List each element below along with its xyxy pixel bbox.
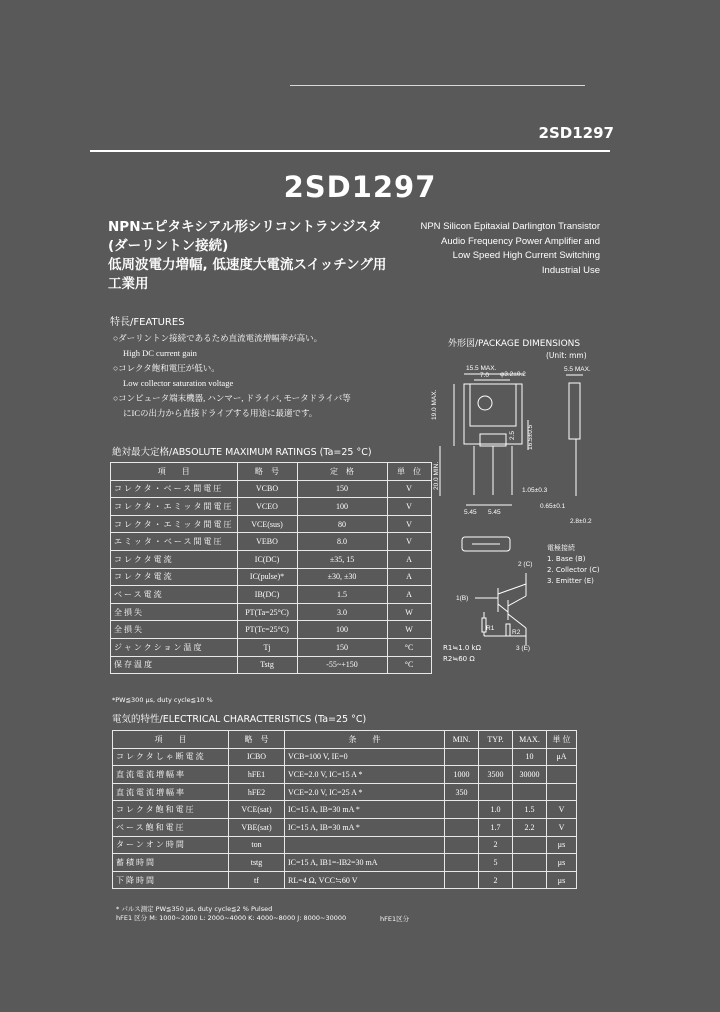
abs-max-table bbox=[110, 462, 432, 674]
table-row bbox=[111, 621, 432, 639]
table-cell: 2.2 bbox=[513, 818, 547, 836]
table-cell: ターンオン時間 bbox=[113, 836, 229, 854]
feature-item: ○コンピュータ端末機器, ハンマー, ドライバ, モータドライバ等 bbox=[113, 393, 351, 403]
table-cell bbox=[513, 871, 547, 889]
table-cell bbox=[513, 854, 547, 872]
table-cell: IB(DC) bbox=[237, 586, 297, 604]
table-cell: hFE2 bbox=[229, 783, 285, 801]
table-cell: A bbox=[387, 550, 431, 568]
dim-label: 15.5 MAX. bbox=[466, 365, 497, 372]
table-cell: ±35, 15 bbox=[297, 550, 387, 568]
table-cell: コレクタ飽和電圧 bbox=[113, 801, 229, 819]
table-cell: 80 bbox=[297, 515, 387, 533]
table-cell: コレクタ・エミッタ間電圧 bbox=[111, 498, 238, 516]
table-header-row bbox=[111, 463, 432, 481]
table-cell: ベース電流 bbox=[111, 586, 238, 604]
feature-item: ○コレクタ飽和電圧が低い。 bbox=[113, 363, 220, 373]
feature-item: Low collector saturation voltage bbox=[123, 378, 234, 388]
table-row bbox=[111, 480, 432, 498]
table-cell: 3500 bbox=[479, 766, 513, 784]
table-cell: PT(Tc=25°C) bbox=[237, 621, 297, 639]
jp-line: NPNエピタキシアル形シリコントランジスタ bbox=[108, 219, 382, 235]
table-cell bbox=[513, 836, 547, 854]
elec-notes bbox=[116, 905, 346, 923]
table-header: TYP. bbox=[479, 731, 513, 749]
table-cell: VCE=2.0 V, IC=25 A * bbox=[285, 783, 445, 801]
table-row bbox=[111, 498, 432, 516]
table-cell bbox=[285, 836, 445, 854]
table-cell bbox=[547, 766, 577, 784]
abs-max-heading: 絶対最大定格/ABSOLUTE MAXIMUM RATINGS (Ta=25 °C) bbox=[112, 447, 372, 458]
table-cell: IC(pulse)* bbox=[237, 568, 297, 586]
table-cell: RL=4 Ω, VCC≒60 V bbox=[285, 871, 445, 889]
circuit-label-r2: R2 bbox=[512, 629, 521, 636]
table-cell bbox=[513, 783, 547, 801]
table-cell: 蓄積時間 bbox=[113, 854, 229, 872]
table-header: 条 件 bbox=[285, 731, 445, 749]
table-cell: IC(DC) bbox=[237, 550, 297, 568]
table-cell: Tstg bbox=[237, 656, 297, 674]
table-cell: IC=15 A, IB=30 mA * bbox=[285, 818, 445, 836]
table-cell: エミッタ・ベース間電圧 bbox=[111, 533, 238, 551]
en-line: Audio Frequency Power Amplifier and bbox=[441, 235, 600, 247]
circuit-label-e: 3 (E) bbox=[516, 645, 531, 652]
table-cell: 直流電流増幅率 bbox=[113, 766, 229, 784]
table-cell: A bbox=[387, 586, 431, 604]
table-cell: コレクタ・エミッタ間電圧 bbox=[111, 515, 238, 533]
table-cell: 1.7 bbox=[479, 818, 513, 836]
side-view-body bbox=[569, 383, 580, 439]
dim-label: 0.65±0.1 bbox=[540, 503, 566, 510]
table-row bbox=[113, 836, 577, 854]
table-cell: 100 bbox=[297, 498, 387, 516]
table-cell: 10 bbox=[513, 748, 547, 766]
en-line: NPN Silicon Epitaxial Darlington Transistor bbox=[420, 221, 600, 232]
table-cell: 30000 bbox=[513, 766, 547, 784]
table-cell: A bbox=[387, 568, 431, 586]
jp-line: 低周波電力増幅, 低速度大電流スイッチング用 bbox=[108, 257, 387, 273]
table-row bbox=[111, 550, 432, 568]
dim-label: 20.0 MIN. bbox=[433, 461, 440, 490]
table-cell: VCBO bbox=[237, 480, 297, 498]
table-cell: μA bbox=[547, 748, 577, 766]
table-header: 項 目 bbox=[113, 731, 229, 749]
table-cell: VCEO bbox=[237, 498, 297, 516]
table-header: 単 位 bbox=[387, 463, 431, 481]
pin-legend bbox=[547, 543, 600, 587]
table-row bbox=[113, 766, 577, 784]
table-cell: V bbox=[387, 515, 431, 533]
feature-item: High DC current gain bbox=[123, 348, 197, 358]
table-cell: tf bbox=[229, 871, 285, 889]
elec-heading: 電気的特性/ELECTRICAL CHARACTERISTICS (Ta=25 °C) bbox=[112, 714, 367, 725]
circuit-label-r1: R1 bbox=[486, 625, 495, 632]
table-cell: VCB=100 V, IE=0 bbox=[285, 748, 445, 766]
table-cell: コレクタ電流 bbox=[111, 568, 238, 586]
table-row bbox=[113, 854, 577, 872]
table-cell: PT(Ta=25°C) bbox=[237, 603, 297, 621]
feature-item: ○ダーリントン接続であるため直流電流増幅率が高い。 bbox=[113, 333, 323, 343]
circuit-transistor-2 bbox=[508, 596, 526, 606]
dim-label: 5.45 bbox=[488, 509, 501, 516]
dim-label: 7.0 bbox=[480, 372, 490, 379]
dim-label: φ3.2±0.2 bbox=[500, 371, 526, 378]
package-heading: 外形図/PACKAGE DIMENSIONS bbox=[448, 339, 581, 349]
dim-label: 1.05±0.3 bbox=[522, 487, 548, 494]
part-number-small: 2SD1297 bbox=[538, 124, 614, 142]
table-cell bbox=[445, 748, 479, 766]
table-cell: VCE(sat) bbox=[229, 801, 285, 819]
table-row bbox=[111, 603, 432, 621]
table-cell: 全損失 bbox=[111, 603, 238, 621]
table-header: 定 格 bbox=[297, 463, 387, 481]
table-header: 単 位 bbox=[547, 731, 577, 749]
circuit-transistor bbox=[498, 584, 526, 594]
table-row bbox=[111, 568, 432, 586]
table-cell: ジャンクション温度 bbox=[111, 638, 238, 656]
table-cell: V bbox=[387, 480, 431, 498]
table-header-row bbox=[113, 731, 577, 749]
table-cell: W bbox=[387, 603, 431, 621]
table-cell: 全損失 bbox=[111, 621, 238, 639]
table-cell: V bbox=[547, 818, 577, 836]
jp-line: 工業用 bbox=[108, 276, 149, 292]
circuit-label-c: 2 (C) bbox=[518, 561, 533, 568]
table-cell: V bbox=[547, 801, 577, 819]
table-cell bbox=[445, 801, 479, 819]
table-cell: 3.0 bbox=[297, 603, 387, 621]
circuit-transistor bbox=[498, 604, 508, 612]
table-cell: VCE=2.0 V, IC=15 A * bbox=[285, 766, 445, 784]
elec-note: hFE1 区分 M: 1000~2000 L: 2000~4000 K: 4000~8000 J: 8000~30000 bbox=[116, 914, 347, 922]
table-cell: VBE(sat) bbox=[229, 818, 285, 836]
table-row bbox=[111, 638, 432, 656]
table-cell: IC=15 A, IB=30 mA * bbox=[285, 801, 445, 819]
table-cell: Tj bbox=[237, 638, 297, 656]
dim-label: 19.0 MAX. bbox=[431, 389, 438, 420]
table-cell: 150 bbox=[297, 638, 387, 656]
table-cell: 5 bbox=[479, 854, 513, 872]
table-cell bbox=[547, 783, 577, 801]
table-cell: V bbox=[387, 498, 431, 516]
table-cell: 直流電流増幅率 bbox=[113, 783, 229, 801]
table-cell: 150 bbox=[297, 480, 387, 498]
table-cell: 100 bbox=[297, 621, 387, 639]
table-cell bbox=[479, 748, 513, 766]
table-cell: μs bbox=[547, 871, 577, 889]
elec-footnote: hFE1区分 bbox=[380, 915, 410, 923]
table-cell: 1.5 bbox=[297, 586, 387, 604]
table-cell: 下降時間 bbox=[113, 871, 229, 889]
table-cell: μs bbox=[547, 854, 577, 872]
table-row bbox=[111, 515, 432, 533]
table-cell: tstg bbox=[229, 854, 285, 872]
table-cell: 8.0 bbox=[297, 533, 387, 551]
legend-title: 電極接続 bbox=[547, 544, 575, 552]
table-cell: ベース飽和電圧 bbox=[113, 818, 229, 836]
table-row bbox=[111, 533, 432, 551]
abs-max-note: *PW≦300 μs, duty cycle≦10 % bbox=[112, 696, 213, 704]
table-cell: ±30, ±30 bbox=[297, 568, 387, 586]
legend-item: 1. Base (B) bbox=[547, 555, 586, 563]
table-cell: ton bbox=[229, 836, 285, 854]
table-cell: 1.5 bbox=[513, 801, 547, 819]
r1-value: R1≒1.0 kΩ bbox=[443, 644, 481, 652]
resistor-values bbox=[443, 643, 481, 665]
legend-item: 2. Collector (C) bbox=[547, 566, 600, 574]
table-cell: V bbox=[387, 533, 431, 551]
table-cell: VEBO bbox=[237, 533, 297, 551]
dim-label: 2.8±0.2 bbox=[570, 518, 592, 525]
elec-table bbox=[112, 730, 577, 889]
jp-line: (ダーリントン接続) bbox=[108, 238, 229, 254]
r2-value: R2≒60 Ω bbox=[443, 655, 475, 663]
table-header: 略 号 bbox=[237, 463, 297, 481]
table-row bbox=[111, 656, 432, 674]
table-cell: 2 bbox=[479, 871, 513, 889]
circuit-transistor-2 bbox=[508, 614, 526, 628]
dim-label: 2.5 bbox=[509, 430, 516, 440]
table-header: MAX. bbox=[513, 731, 547, 749]
table-cell: ICBO bbox=[229, 748, 285, 766]
table-row bbox=[113, 748, 577, 766]
table-cell: VCE(sus) bbox=[237, 515, 297, 533]
table-row bbox=[113, 801, 577, 819]
table-cell: °C bbox=[387, 638, 431, 656]
resistor-r2 bbox=[506, 624, 510, 636]
table-cell bbox=[445, 818, 479, 836]
package-unit: (Unit: mm) bbox=[546, 351, 587, 360]
table-cell bbox=[445, 854, 479, 872]
dim-label: 5.45 bbox=[464, 509, 477, 516]
table-cell: コレクタ・ベース間電圧 bbox=[111, 480, 238, 498]
table-row bbox=[111, 586, 432, 604]
dim-label: 5.5 MAX. bbox=[564, 366, 591, 373]
table-cell: hFE1 bbox=[229, 766, 285, 784]
table-cell: 保存温度 bbox=[111, 656, 238, 674]
table-header: MIN. bbox=[445, 731, 479, 749]
table-cell: 1000 bbox=[445, 766, 479, 784]
package-tab bbox=[470, 384, 516, 426]
table-cell: °C bbox=[387, 656, 431, 674]
legend-item: 3. Emitter (E) bbox=[547, 577, 594, 585]
table-cell: コレクタしゃ断電流 bbox=[113, 748, 229, 766]
table-row bbox=[113, 783, 577, 801]
elec-note: * パルス測定 PW≦350 μs, duty cycle≦2 % Pulsed bbox=[116, 905, 273, 913]
table-cell: 2 bbox=[479, 836, 513, 854]
table-cell: W bbox=[387, 621, 431, 639]
table-cell: 1.0 bbox=[479, 801, 513, 819]
features-heading: 特長/FEATURES bbox=[110, 317, 185, 328]
table-row bbox=[113, 818, 577, 836]
table-cell: -55~+150 bbox=[297, 656, 387, 674]
table-cell bbox=[445, 871, 479, 889]
dim-label: 16.5±0.5 bbox=[527, 424, 534, 450]
en-line: Industrial Use bbox=[541, 264, 600, 276]
table-header: 略 号 bbox=[229, 731, 285, 749]
mounting-hole bbox=[478, 396, 492, 410]
table-cell bbox=[445, 836, 479, 854]
feature-item: にICの出力から直接ドライブする用途に最適です。 bbox=[123, 408, 318, 418]
table-row bbox=[113, 871, 577, 889]
table-cell bbox=[479, 783, 513, 801]
en-line: Low Speed High Current Switching bbox=[452, 250, 600, 261]
circuit-label-b: 1(B) bbox=[456, 595, 469, 602]
table-cell: IC=15 A, IB1=-IB2=30 mA bbox=[285, 854, 445, 872]
page-title: 2SD1297 bbox=[283, 170, 437, 204]
table-cell: コレクタ電流 bbox=[111, 550, 238, 568]
table-cell: 350 bbox=[445, 783, 479, 801]
table-header: 項 目 bbox=[111, 463, 238, 481]
table-cell: μs bbox=[547, 836, 577, 854]
